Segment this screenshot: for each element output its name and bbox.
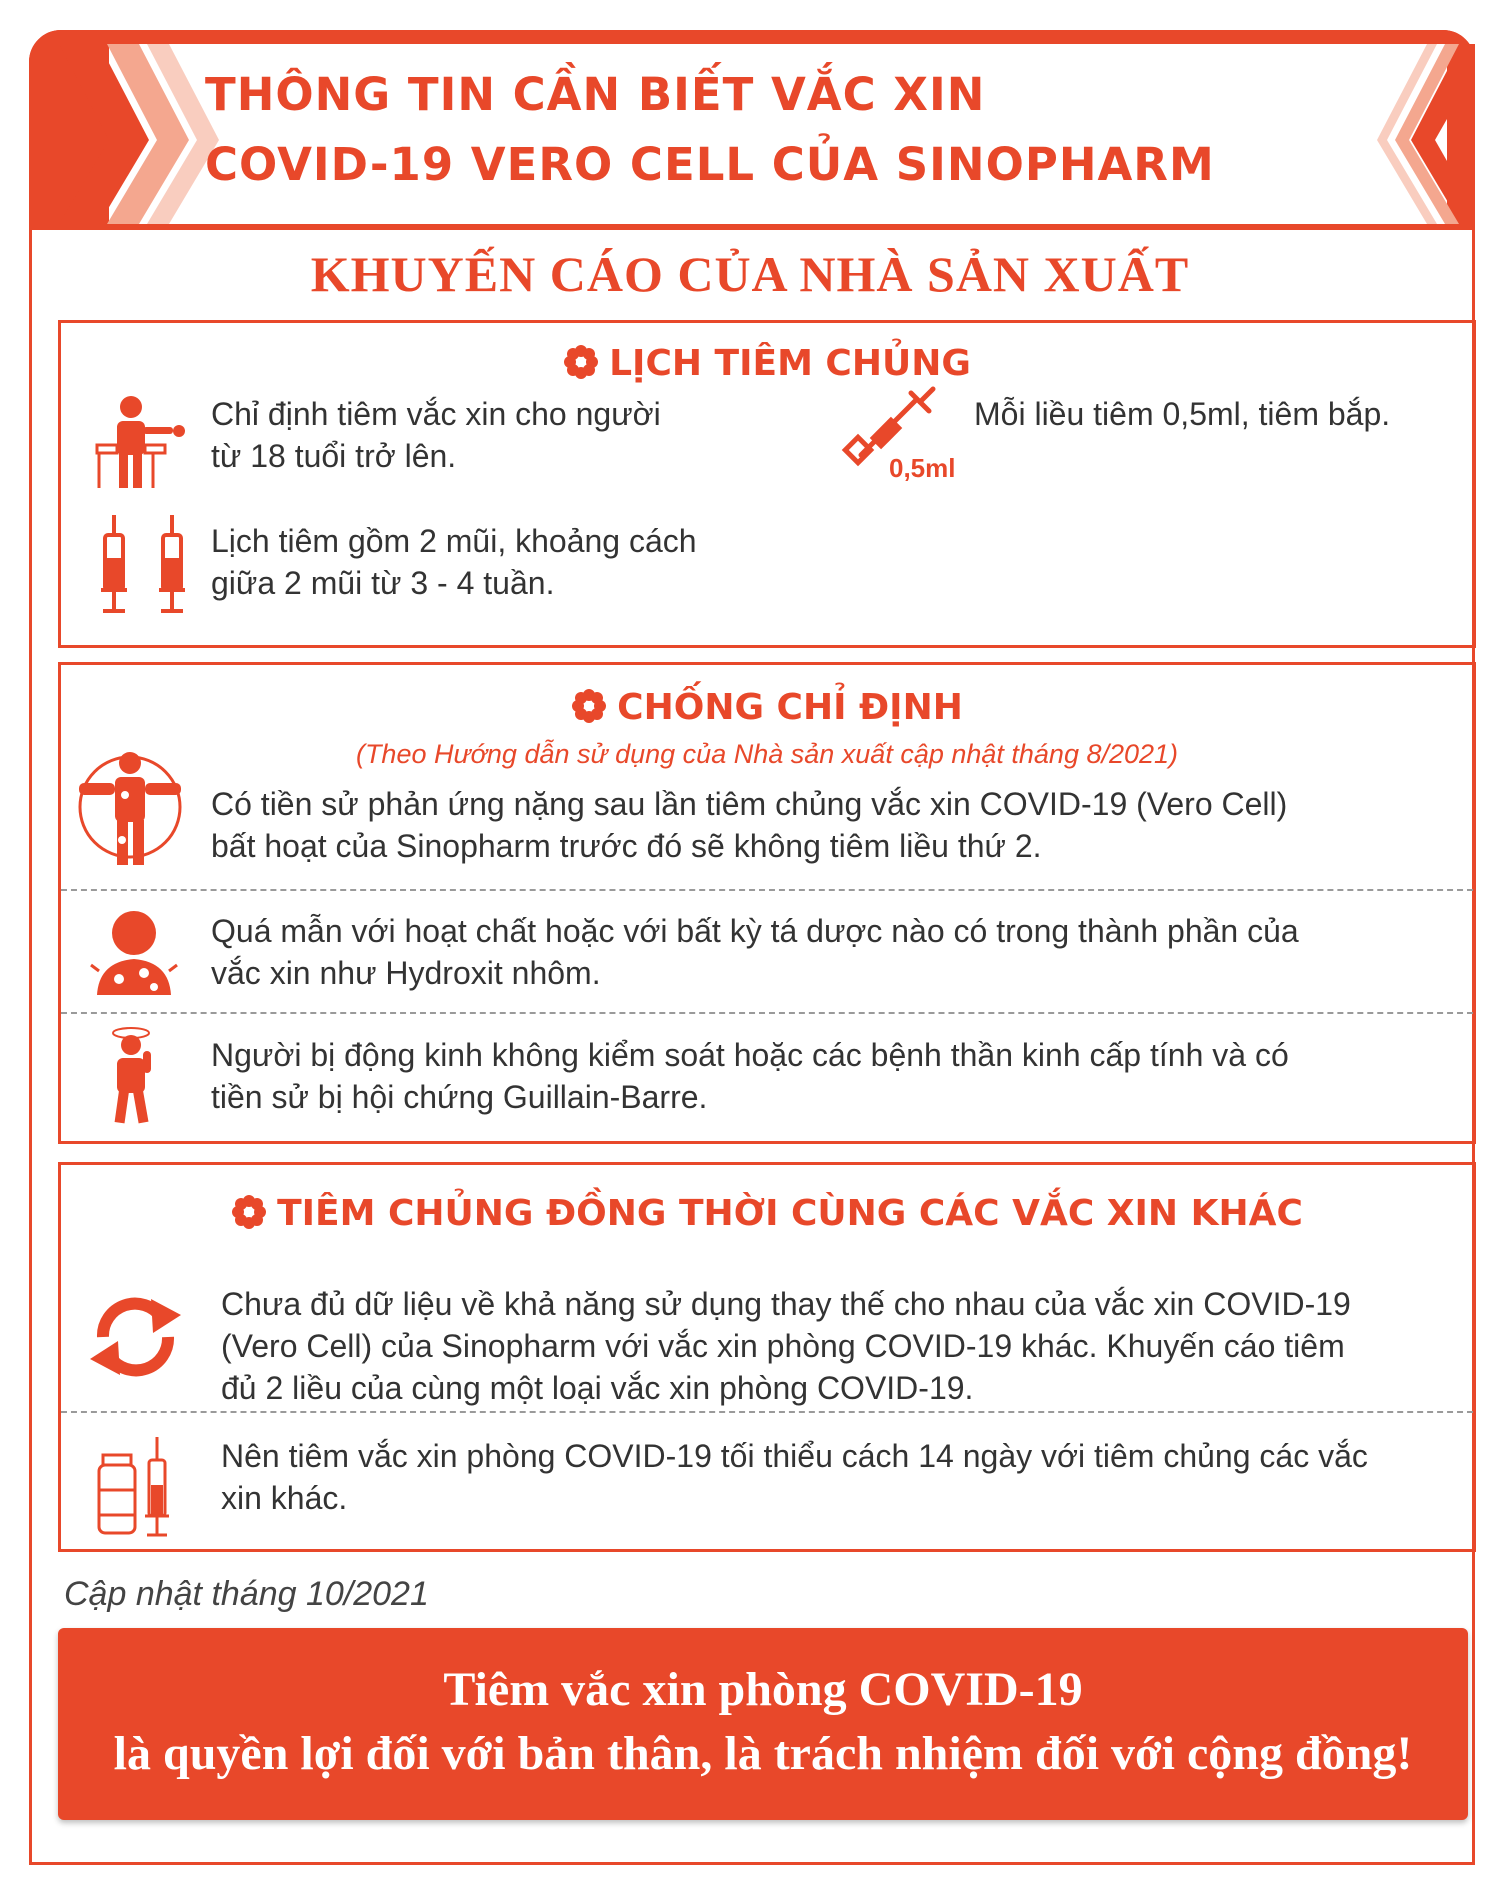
two-syringes-icon (91, 513, 201, 618)
title-line-2: COVID-19 VERO CELL CỦA SINOPHARM (205, 138, 1215, 191)
slogan-line-2: là quyền lợi đối với bản thân, là trách nhiệm đối với cộng đồng! (113, 1727, 1413, 1780)
schedule-title: LỊCH TIÊM CHỦNG (609, 343, 971, 384)
contraindication-item-2: Quá mẫn với hoạt chất hoặc với bất kỳ tá dược nào có trong thành phần của vắc xin như Hydroxit nhôm. (211, 913, 1299, 991)
vaccination-person-icon (93, 393, 193, 493)
flower-bullet-icon (571, 688, 607, 724)
schedule-item-3: Lịch tiêm gồm 2 mũi, khoảng cách giữa 2 mũi từ 3 - 4 tuần. (211, 523, 697, 601)
coadministration-title: TIÊM CHỦNG ĐỒNG THỜI CÙNG CÁC VẮC XIN KHÁC (277, 1193, 1303, 1234)
coadministration-item-1: Chưa đủ dữ liệu về khả năng sử dụng thay thế cho nhau của vắc xin COVID-19 (Vero Cell) của Sinopharm với vắc xin phòng COVID-19 khác. Khuyến cáo tiêm đủ 2 liều của cùng một loại vắc xin phòng COVID-19. (221, 1286, 1351, 1406)
left-chevrons-decoration (29, 30, 219, 230)
contraindication-item-3: Người bị động kinh không kiểm soát hoặc các bệnh thần kinh cấp tính và có tiền sử bị hội chứng Guillain-Barre. (211, 1037, 1289, 1115)
page-title (205, 60, 1305, 200)
divider (61, 1012, 1473, 1014)
contraindications-title: CHỐNG CHỈ ĐỊNH (617, 687, 963, 728)
slogan-banner (58, 1628, 1468, 1820)
title-line-1: THÔNG TIN CẦN BIẾT VẮC XIN (205, 68, 986, 121)
schedule-item-2: Mỗi liều tiêm 0,5ml, tiêm bắp. (974, 396, 1391, 432)
coadministration-heading (61, 1193, 1473, 1234)
slogan-line-1: Tiêm vắc xin phòng COVID-19 (443, 1663, 1083, 1716)
coadministration-box (58, 1162, 1476, 1552)
vial-syringe-icon (93, 1435, 183, 1540)
section-subtitle: KHUYẾN CÁO CỦA NHÀ SẢN XUẤT (310, 246, 1190, 302)
divider (61, 889, 1473, 891)
dizzy-person-icon (99, 1023, 169, 1125)
allergy-person-icon (89, 907, 179, 997)
right-chevrons-decoration (1375, 30, 1475, 230)
flower-bullet-icon (231, 1194, 267, 1230)
refresh-arrows-icon (83, 1289, 188, 1384)
divider (61, 1411, 1473, 1413)
flower-bullet-icon (563, 344, 599, 380)
coadministration-item-2: Nên tiêm vắc xin phòng COVID-19 tối thiểu cách 14 ngày với tiêm chủng các vắc xin khác. (221, 1438, 1368, 1516)
schedule-heading (61, 343, 1473, 384)
schedule-item-1: Chỉ định tiêm vắc xin cho người từ 18 tuổi trở lên. (211, 396, 661, 474)
contraindications-box (58, 662, 1476, 1144)
contraindications-heading (61, 687, 1473, 728)
schedule-box (58, 320, 1476, 648)
dose-label: 0,5ml (889, 453, 956, 483)
contraindication-item-1: Có tiền sử phản ứng nặng sau lần tiêm chủng vắc xin COVID-19 (Vero Cell) bất hoạt của Sinopharm trước đó sẽ không tiêm liều thứ 2. (211, 786, 1288, 864)
body-reaction-icon (73, 745, 188, 870)
contraindications-note: (Theo Hướng dẫn sử dụng của Nhà sản xuất cập nhật tháng 8/2021) (355, 739, 1179, 769)
updated-date: Cập nhật tháng 10/2021 (64, 1575, 429, 1613)
